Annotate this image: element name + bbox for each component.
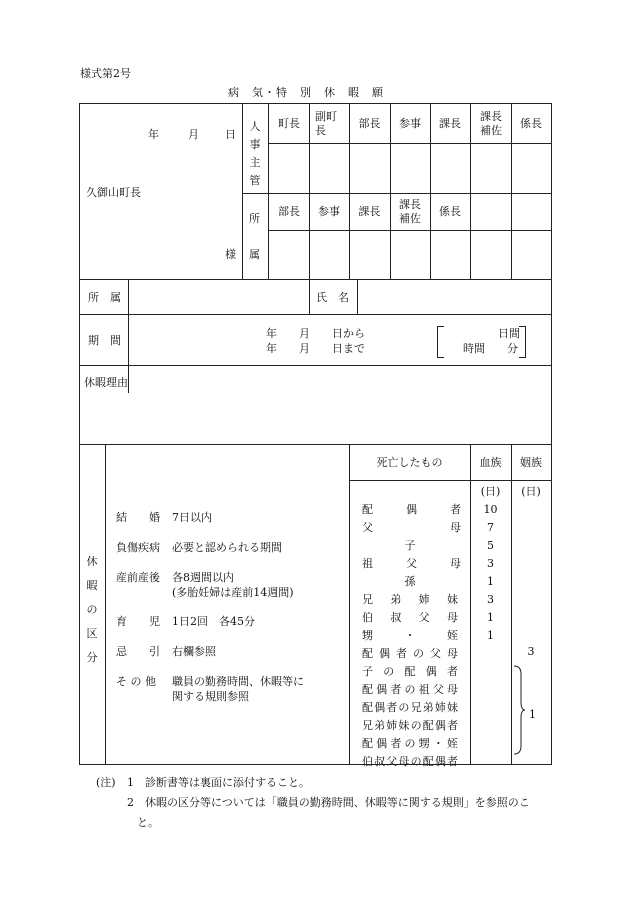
kikan-label: 期 間 (88, 334, 121, 347)
period-hours[interactable]: 時間 分 (463, 342, 518, 355)
approver-sanji-top: 参事 (399, 117, 421, 130)
relation-label: 父 母 (362, 521, 461, 534)
date-day: 日 (225, 128, 236, 141)
approver-kachohosa-mid: 課長補佐 (399, 198, 421, 225)
approver-fukuchocho: 副町長 (315, 110, 337, 137)
marriage-header: 姻族 (520, 456, 542, 469)
relation-label: 伯 叔 父 母 (362, 611, 458, 624)
relation-blood-days: 3 (487, 593, 494, 606)
marriage-value-others: 1 (529, 708, 536, 721)
reason-label: 休暇理由 (84, 376, 128, 389)
cat-value-childcare: 1日2回 各45分 (172, 615, 255, 628)
note-1: 1 診断書等は裏面に添付すること。 (127, 776, 310, 789)
cat-value-mourning: 右欄参照 (172, 645, 216, 658)
relation-label: 配偶者の甥・姪 (362, 737, 458, 750)
relation-label: 配 偶 者 の 父 母 (362, 647, 458, 660)
blood-header: 血族 (479, 456, 502, 469)
form-title: 病 気・特 別 休 暇 願 (228, 86, 384, 99)
relation-blood-days: 5 (487, 539, 494, 552)
relation-label: 孫 (404, 575, 416, 588)
approver-kakaricho-mid: 係長 (439, 205, 461, 218)
note-2: 2 休暇の区分等については「職員の勤務時間、休暇等に関する規則」を参照のこ (127, 796, 530, 809)
relation-label: 子 (404, 539, 416, 552)
period-from[interactable]: 年 月 日から (266, 327, 365, 340)
approver-kacho-top: 課長 (439, 117, 461, 130)
addressee: 久御山町長 (86, 186, 141, 199)
relation-blood-days: 3 (487, 557, 494, 570)
deceased-header: 死亡したもの (376, 456, 443, 469)
marriage-unit: (日) (521, 485, 541, 498)
relation-blood-days: 7 (487, 521, 494, 534)
cat-name-childcare: 育 児 (116, 615, 160, 628)
cat-name-mourning: 忌 引 (116, 645, 160, 658)
jinji-shukan-label: 人 事 主 管 (249, 120, 261, 187)
approver-sanji-mid: 参事 (318, 205, 340, 218)
kubun-label: 休 暇 の 区 分 (86, 555, 98, 664)
marriage-brace (512, 664, 526, 756)
cat-name-injury: 負傷疾病 (116, 541, 160, 554)
date-month: 月 (188, 128, 199, 141)
period-to[interactable]: 年 月 日まで (266, 342, 365, 355)
relation-label: 子 の 配 偶 者 (362, 665, 458, 678)
shozoku-v-1: 所 (249, 212, 260, 225)
relation-blood-days: 10 (483, 503, 498, 516)
cat-value-maternity-note: (多胎妊婦は産前14週間) (172, 586, 294, 599)
relation-blood-days: 1 (487, 611, 494, 624)
note-2-continued: と。 (137, 816, 159, 829)
cat-name-marriage: 結 婚 (116, 511, 160, 524)
relation-label: 祖 父 母 (362, 557, 461, 570)
cat-value-other-2: 関する規則参照 (172, 690, 249, 703)
approver-bucho-mid: 部長 (278, 205, 300, 218)
approver-bucho-top: 部長 (358, 117, 381, 130)
approver-kakaricho-top: 係長 (520, 117, 542, 130)
reason-field[interactable] (82, 392, 548, 442)
notes-prefix: (注) (96, 776, 116, 789)
period-left-bracket (437, 326, 444, 358)
sama-label: 様 (225, 248, 236, 261)
relation-blood-days: 1 (487, 629, 494, 642)
period-days[interactable]: 日間 (498, 327, 520, 340)
cat-name-other: そ の 他 (116, 675, 156, 688)
cat-value-other: 職員の勤務時間、休暇等に (172, 675, 304, 688)
approver-kacho-mid: 課長 (358, 205, 381, 218)
shozoku-v-2: 属 (249, 248, 260, 261)
shimei-label: 氏 名 (316, 291, 349, 304)
cat-value-marriage: 7日以内 (172, 511, 212, 524)
relation-label: 兄弟姉妹の配偶者 (362, 719, 458, 732)
marriage-value-parents: 3 (527, 645, 535, 658)
blood-unit: (日) (480, 485, 501, 498)
relation-label: 甥 ・ 姪 (362, 629, 458, 642)
relation-label: 兄 弟 姉 妹 (362, 593, 458, 606)
relation-label: 配偶者の兄弟姉妹 (362, 701, 458, 714)
cat-value-maternity: 各8週間以内 (172, 571, 234, 584)
relation-blood-days: 1 (487, 575, 494, 588)
form-number: 様式第2号 (80, 67, 131, 80)
relation-label: 配偶者の祖父母 (362, 683, 458, 696)
cat-name-maternity: 産前産後 (116, 571, 160, 584)
shozoku-field[interactable] (130, 281, 307, 312)
date-year: 年 (148, 128, 159, 141)
approver-kachohosa-top: 課長補佐 (480, 110, 502, 137)
approver-chocho: 町長 (278, 117, 300, 130)
period-right-bracket (519, 326, 526, 358)
shozoku-label: 所 属 (88, 291, 121, 304)
relation-label: 配 偶 者 (362, 503, 461, 516)
relation-label: 伯叔父母の配偶者 (362, 755, 458, 768)
cat-value-injury: 必要と認められる期間 (172, 541, 282, 554)
shimei-field[interactable] (359, 281, 549, 312)
